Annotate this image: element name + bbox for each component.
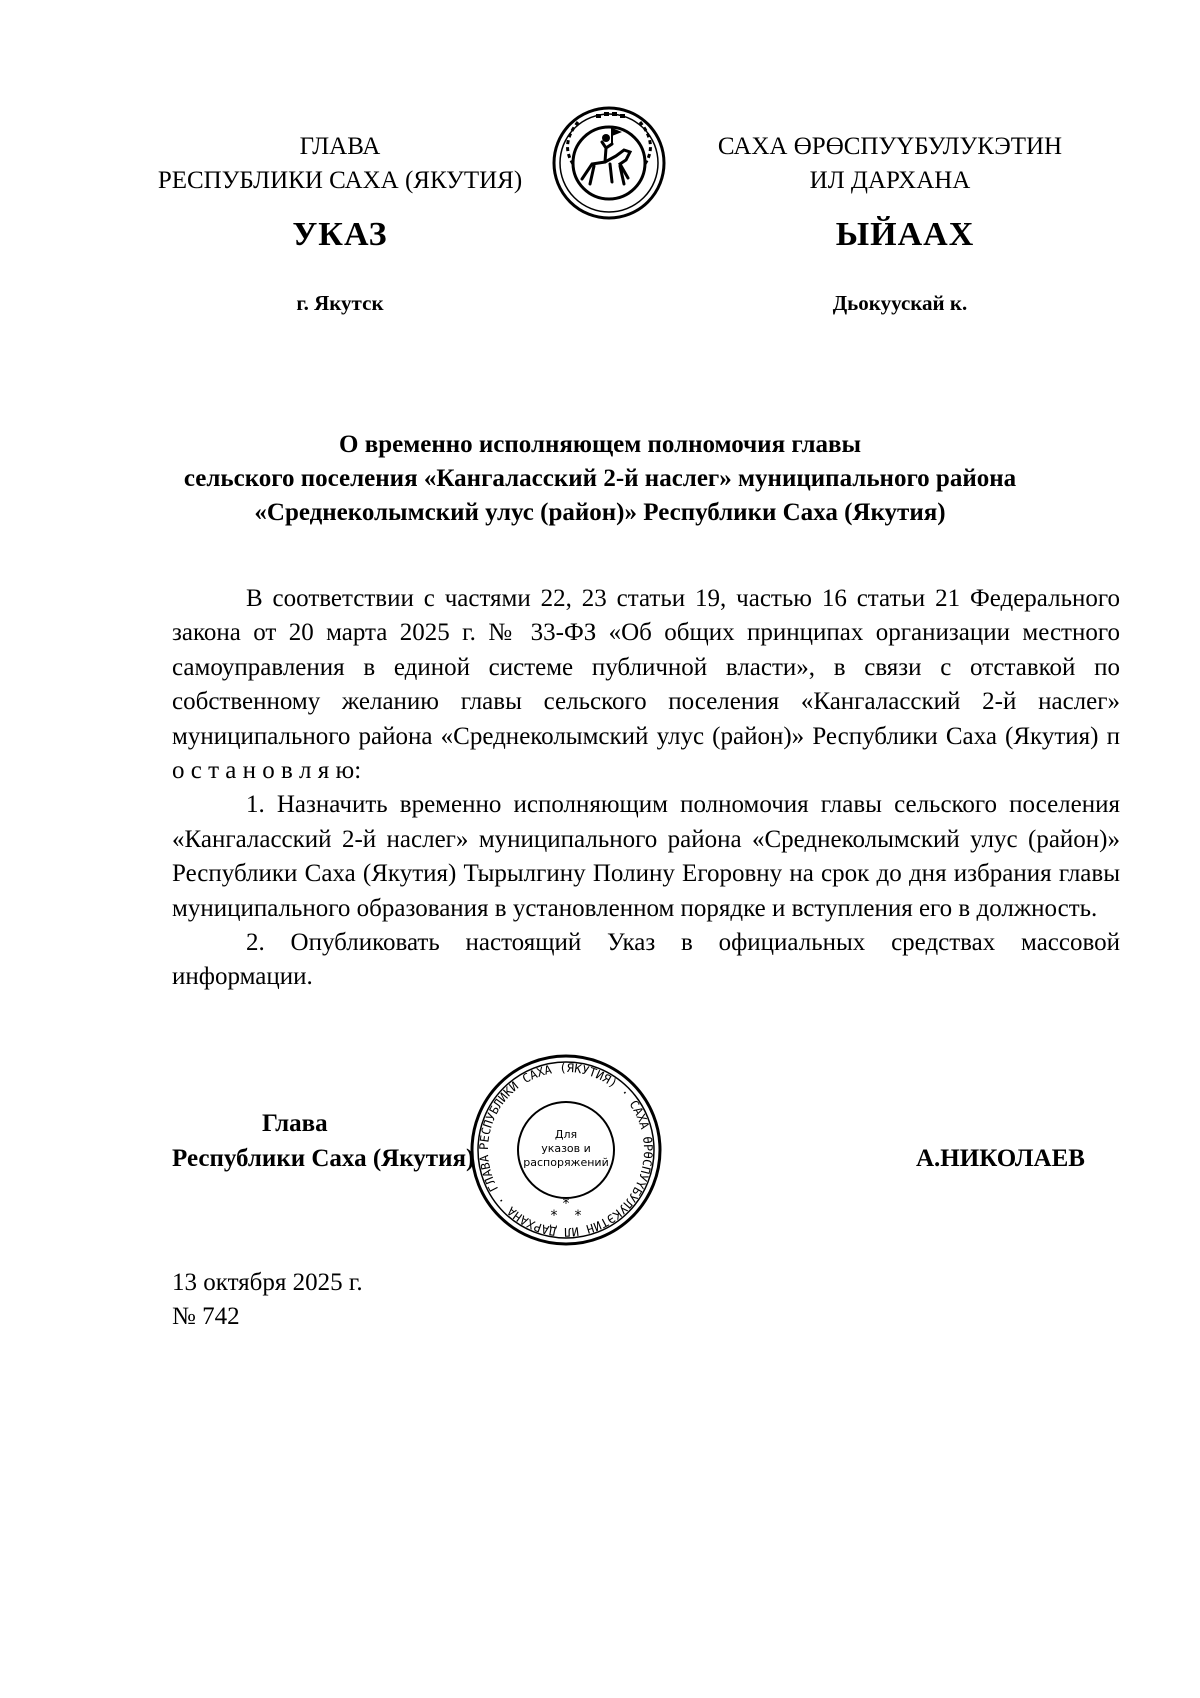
svg-text:*: * [574,1208,582,1224]
header-left-line2: РЕСПУБЛИКИ САХА (ЯКУТИЯ) [157,167,523,194]
header-left [140,130,540,198]
svg-text:*: * [562,1196,570,1212]
item-2-paragraph: 2. Опубликовать настоящий Указ в официальных средствах массовой информации. [172,929,1120,991]
document-number: № 742 [172,1303,240,1330]
svg-text:*: * [550,1208,558,1224]
signatory-name: А.НИКОЛАЕВ [916,1145,1085,1172]
header-right-line2: ИЛ ДАРХАНА [809,167,971,194]
document-date: 13 октября 2025 г. [172,1269,363,1296]
title-line1: О временно исполняющем полномочия главы [339,431,861,458]
svg-text:указов и: указов и [541,1142,591,1155]
signatory-position-line1: Глава [262,1110,328,1137]
document-title [100,428,1100,530]
title-line2: сельского поселения «Кангаласский 2-й наслег» муниципального района [183,465,1017,492]
doc-type-sakha: ЫЙААХ [835,216,975,253]
signatory-position-line2: Республики Саха (Якутия) [172,1145,475,1172]
svg-text:РЕСПУБЛИКИ САХА (ЯКУТИЯ) · САХ: РЕСПУБЛИКИ САХА (ЯКУТИЯ) · САХА ӨРӨСПУҮБУЛУКЭТИН ИЛ ДАРХАНА · ГЛАВА [476,1060,656,1240]
doc-type-ru: УКАЗ [292,216,388,253]
document-body [172,582,1120,995]
header-left-line1: ГЛАВА [299,133,381,160]
header-right [690,130,1090,198]
svg-text:Для: Для [554,1128,578,1141]
place-ru: г. Якутск [296,291,384,315]
place-sakha: Дьокуускай к. [832,291,968,315]
preamble-paragraph: В соответствии с частями 22, 23 статьи 19, частью 16 статьи 21 Федерального закона от 20 марта 2025 г. № 33-ФЗ «Об общих принципах организации местного самоуправления в единой системе публичной власти», в связи с отставкой по собственному желанию главы сельского поселения «Кангаласский 2-й наслег» муниципального района «Среднеколымский улус (район)» Республики Саха (Якутия) п о с т а н о в л я ю: [172,585,1120,785]
svg-text:распоряжений: распоряжений [523,1156,609,1169]
header-right-line1: САХА ӨРӨСПУҮБУЛУКЭТИН [717,133,1063,160]
title-line3: «Среднеколымский улус (район)» Республики Саха (Якутия) [254,499,946,526]
item-1-paragraph: 1. Назначить временно исполняющим полномочия главы сельского поселения «Кангаласский 2-й наслег» муниципального района «Среднеколымский улус (район)» Республики Саха (Якутия) Тырылгину Полину Егоровну на срок до дня избрания главы муниципального образования в установленном порядке и вступления его в должность. [172,791,1120,922]
round-seal-icon [468,1052,664,1248]
coat-of-arms-icon [550,104,668,222]
